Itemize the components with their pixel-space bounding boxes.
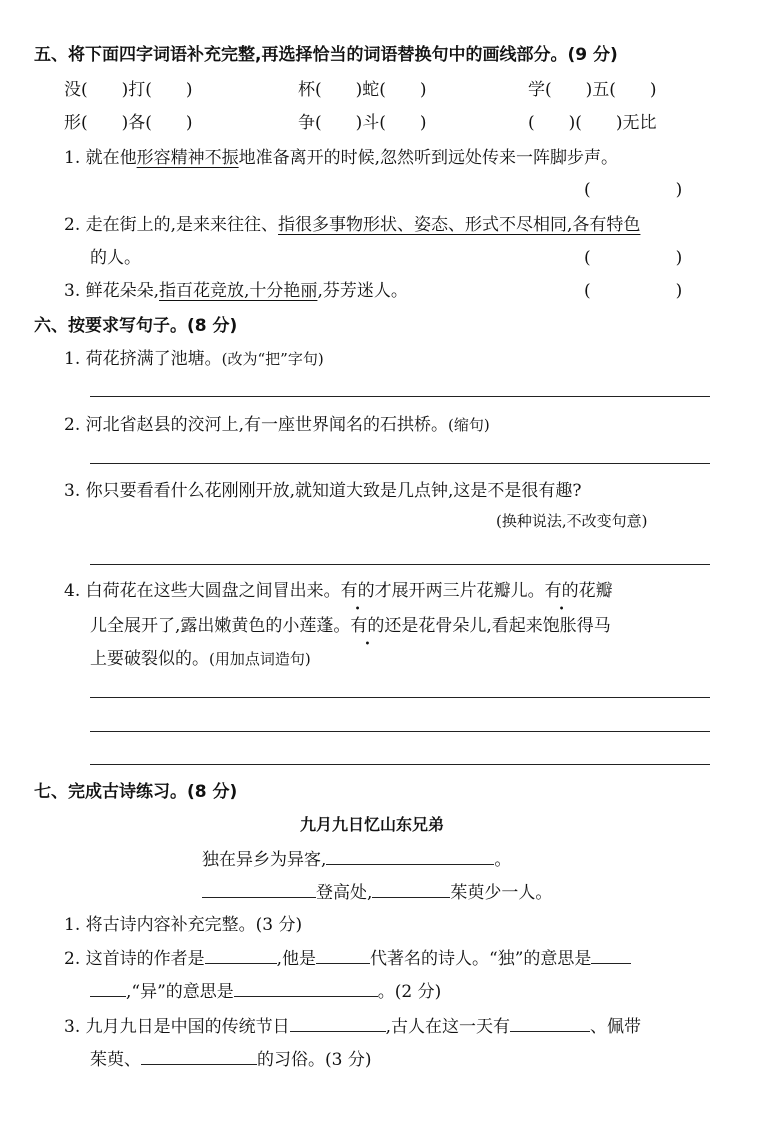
- idiom-4: 形( )各( ): [64, 113, 193, 133]
- s6-q4-answer-line-3[interactable]: [90, 764, 710, 765]
- poem-line-1: 独在异乡为异客, 。: [202, 845, 511, 870]
- idiom-2: 杯( )蛇( ): [298, 80, 427, 100]
- s6-q3-answer-line[interactable]: [90, 564, 710, 565]
- idiom-6: ( )( )无比: [528, 113, 657, 133]
- s5-q1-underlined: 形容精神不振: [136, 148, 239, 168]
- s7-question-3: 3. 九月九日是中国的传统节日 ,古人在这一天有 、佩带: [64, 1012, 641, 1037]
- s7-question-1: 1. 将古诗内容补充完整。(3 分): [64, 915, 303, 935]
- s6-question-3: 3. 你只要看看什么花刚刚开放,就知道大致是几点钟,这是不是很有趣?: [64, 481, 582, 501]
- s6-question-4-line-2: 儿全展开了,露出嫩黄色的小莲蓬。有的还是花骨朵儿,看起来饱胀得马: [90, 616, 611, 636]
- poem-blank-2[interactable]: [202, 879, 316, 898]
- s6-q1-answer-line[interactable]: [90, 396, 710, 397]
- custom-blank-2[interactable]: [141, 1046, 257, 1065]
- s6-question-1: 1. 荷花挤满了池塘。(改为“把”字句): [64, 349, 324, 369]
- s6-question-2: 2. 河北省赵县的洨河上,有一座世界闻名的石拱桥。(缩句): [64, 415, 490, 435]
- custom-blank-1[interactable]: [510, 1013, 590, 1032]
- author-blank[interactable]: [205, 945, 277, 964]
- s6-question-4-line-3: 上要破裂似的。(用加点词造句): [90, 649, 311, 669]
- s7-question-2: 2. 这首诗的作者是 ,他是 代著名的诗人。“独”的意思是: [64, 944, 631, 969]
- poem-blank-1[interactable]: [326, 846, 494, 865]
- idiom-3: 学( )五( ): [528, 80, 657, 100]
- section-5-heading: 五、将下面四字词语补充完整,再选择恰当的词语替换句中的画线部分。(9 分): [34, 45, 618, 65]
- s6-q2-answer-line[interactable]: [90, 463, 710, 464]
- s5-q3-underlined: 指百花竞放,十分艳丽: [159, 281, 318, 301]
- s5-question-2-cont: 的人。: [90, 248, 141, 268]
- du-meaning-blank-cont[interactable]: [90, 978, 126, 997]
- dotted-word-3: 有的: [350, 616, 385, 636]
- s5-q1-answer-paren[interactable]: ( ): [584, 180, 683, 200]
- s5-question-3: 3. 鲜花朵朵,指百花竞放,十分艳丽,芬芳迷人。: [64, 281, 408, 301]
- idiom-1: 没( )打( ): [64, 80, 193, 100]
- dotted-word-2: 有的: [544, 581, 579, 601]
- yi-meaning-blank[interactable]: [234, 978, 378, 997]
- s7-question-2-cont: ,“异”的意思是 。(2 分): [90, 977, 441, 1002]
- s7-question-3-cont: 茱萸、 的习俗。(3 分): [90, 1045, 371, 1070]
- s6-q3-note: (换种说法,不改变句意): [496, 512, 648, 530]
- s5-question-2: 2. 走在街上的,是来来往往、指很多事物形状、姿态、形式不尽相同,各有特色: [64, 215, 641, 235]
- s6-question-4-line-1: 4. 白荷花在这些大圆盘之间冒出来。有的才展开两三片花瓣儿。有的花瓣: [64, 581, 613, 601]
- du-meaning-blank[interactable]: [591, 945, 631, 964]
- s5-q2-underlined: 指很多事物形状、姿态、形式不尽相同,各有特色: [278, 215, 641, 235]
- poem-title: 九月九日忆山东兄弟: [300, 815, 445, 834]
- s5-q3-answer-paren[interactable]: ( ): [584, 281, 683, 301]
- s5-question-1: 1. 就在他形容精神不振地准备离开的时候,忽然听到远处传来一阵脚步声。: [64, 148, 619, 168]
- s6-q4-answer-line-2[interactable]: [90, 731, 710, 732]
- poem-line-2: 登高处, 茱萸少一人。: [202, 878, 552, 903]
- s6-q4-answer-line-1[interactable]: [90, 697, 710, 698]
- dynasty-blank[interactable]: [316, 945, 370, 964]
- festival-blank[interactable]: [290, 1013, 386, 1032]
- dotted-word-1: 有的: [340, 581, 375, 601]
- section-7-heading: 七、完成古诗练习。(8 分): [34, 782, 238, 802]
- poem-blank-3[interactable]: [372, 879, 450, 898]
- s5-q2-answer-paren[interactable]: ( ): [584, 248, 683, 268]
- idiom-5: 争( )斗( ): [298, 113, 427, 133]
- section-6-heading: 六、按要求写句子。(8 分): [34, 316, 238, 336]
